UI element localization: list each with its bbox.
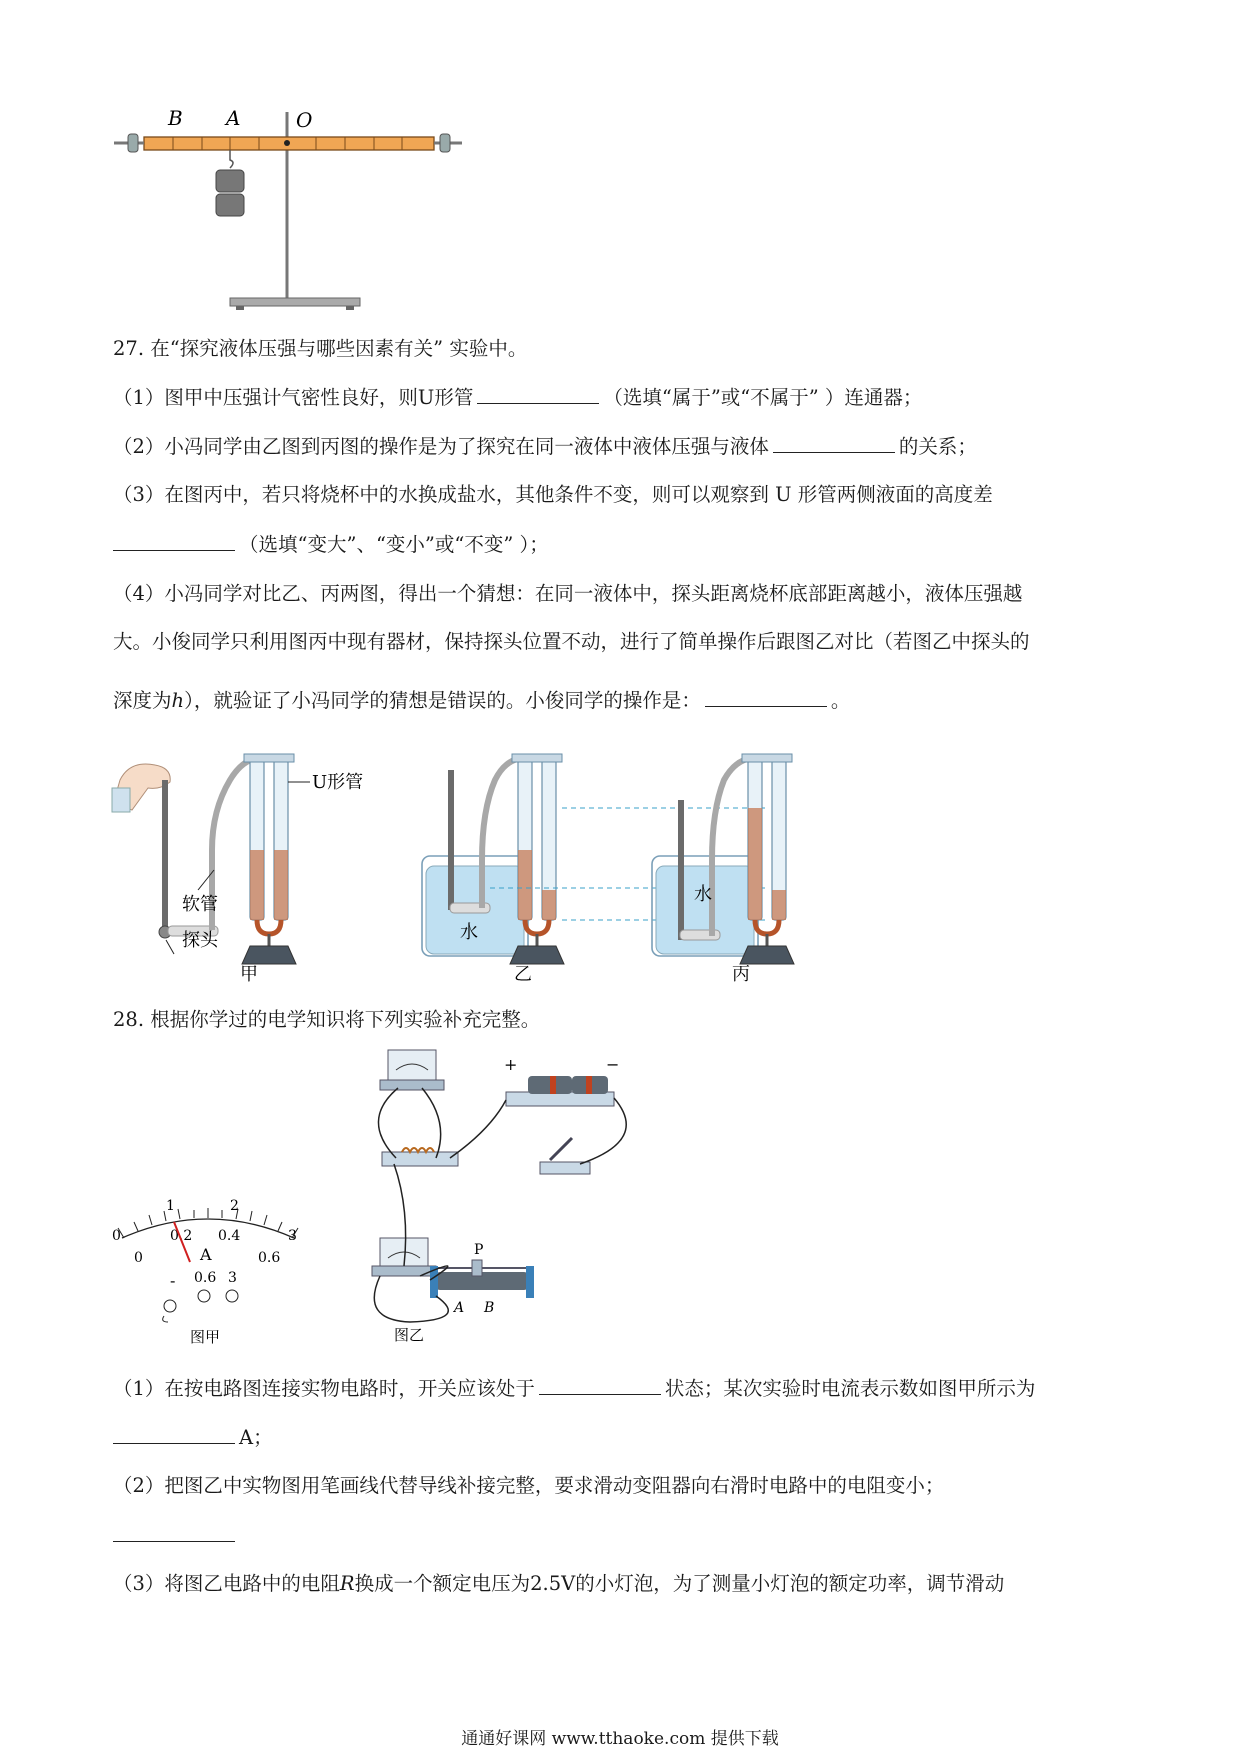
label-a: A [226,106,241,130]
inner-scale-02: 0.2 [170,1228,193,1244]
q28-part3-after: 的小灯泡，为了测量小灯泡的额定功率，调节滑动 [575,1572,1005,1595]
q27-part3-after: （选填“变大”、“变小”或“不变” ）； [239,533,549,556]
q27-part4-end: 。 [830,689,851,712]
q28-part1 [113,1374,1035,1403]
ammeter-figure [108,1198,308,1360]
pressure-figure [110,740,870,985]
q28-part3-value: 2.5V [530,1572,576,1595]
q27-part4-line3 [113,686,850,715]
q27-part1-blank[interactable] [477,383,599,404]
caption-bing: 丙 [732,964,750,985]
q28-part1-after: 状态；某次实验时电流表示数如图甲所示为 [664,1377,1036,1400]
caption-jia: 甲 [240,964,258,985]
q27-stem: 27. 在“探究液体压强与哪些因素有关” 实验中。 [113,337,528,360]
u-tube-label: U形管 [312,772,364,793]
water-label-yi: 水 [460,922,478,943]
q28-part3-mid: 换成一个额定电压为 [354,1572,531,1595]
q28-part1-blank2[interactable] [113,1423,235,1444]
terminal-06: 0.6 [194,1270,217,1286]
q28-part1-before: （1）在按电路图连接实物电路时，开关应该处于 [113,1377,535,1400]
terminal-3: 3 [228,1270,237,1286]
switch-blade [550,1138,572,1160]
inner-scale-06: 0.6 [258,1250,281,1266]
q27-part1-before: （1）图甲中压强计气密性良好，则U形管 [113,386,474,409]
q27-part4-line2: 大。小俊同学只利用图丙中现有器材，保持探头位置不动，进行了简单操作后跟图乙对比（若图乙中探头的 [113,630,1030,653]
q28-part1-unit: A； [239,1426,273,1449]
battery-plus: + [504,1055,518,1074]
q27-part4-mid: ），就验证了小冯同学的猜想是错误的。小俊同学的操作是： [184,689,701,712]
q27-part4-line1: （4）小冯同学对比乙、丙两图，得出一个猜想：在同一液体中，探头距离烧杯底部距离越小，液体压强越 [113,582,1023,605]
q27-part3-blank[interactable] [113,530,235,551]
q27-part1 [113,383,922,412]
outer-scale-2: 2 [230,1198,239,1214]
water-label-bing: 水 [694,884,712,905]
q27-part1-after: （选填“属于”或“不属于” ）连通器； [603,386,923,409]
q27-part2-after: 的关系； [898,435,977,458]
q28-part2-line2 [113,1521,239,1550]
q28-part3 [113,1570,1004,1598]
page-footer: 通通好课网 www.tthaoke.com 提供下载 [461,1729,779,1749]
q27-part4-before: 深度为 [113,689,172,712]
q28-part3-before: （3）将图乙电路中的电阻 [113,1572,340,1595]
circuit-caption: 图乙 [394,1326,425,1344]
q28-part1-line2 [113,1423,273,1452]
q28-part1-blank1[interactable] [539,1374,661,1395]
q27-part3-line2 [113,530,549,559]
q28-part2: （2）把图乙中实物图用笔画线代替导线补接完整，要求滑动变阻器向右滑时电路中的电阻变小； [113,1474,945,1497]
outer-scale-1: 1 [166,1198,175,1214]
lever-figure [110,100,470,315]
inner-scale-04: 0.4 [218,1228,241,1244]
caption-yi: 乙 [514,964,532,985]
var-h: h [171,689,185,712]
var-r: R [339,1572,355,1595]
q27-part2-before: （2）小冯同学由乙图到丙图的操作是为了探究在同一液体中液体压强与液体 [113,435,769,458]
terminal-minus: - [170,1271,176,1290]
battery-minus: − [606,1055,620,1074]
inner-scale-0: 0 [134,1250,143,1266]
meter-caption: 图甲 [190,1328,221,1346]
q28-stem: 28. 根据你学过的电学知识将下列实验补充完整。 [113,1008,541,1031]
q27-part4-blank[interactable] [705,686,827,707]
circuit-figure [350,1040,670,1350]
q27-part3-line1: （3）在图丙中，若只将烧杯中的水换成盐水，其他条件不变，则可以观察到 U 形管两侧液面的高度差 [113,483,993,506]
q27-part2 [113,432,977,461]
outer-scale-0: 0 [112,1228,121,1244]
unit-a: A [200,1245,212,1264]
q27-part2-blank[interactable] [773,432,895,453]
slider-p: P [474,1242,484,1258]
q28-part2-blank[interactable] [113,1521,235,1542]
label-o: O [296,108,313,132]
outer-scale-3: 3 [288,1228,297,1244]
hose-label: 软管 [182,894,218,915]
end-b: B [484,1300,495,1316]
end-a: A [454,1300,465,1316]
label-b: B [168,106,183,130]
probe-label: 探头 [182,930,218,951]
